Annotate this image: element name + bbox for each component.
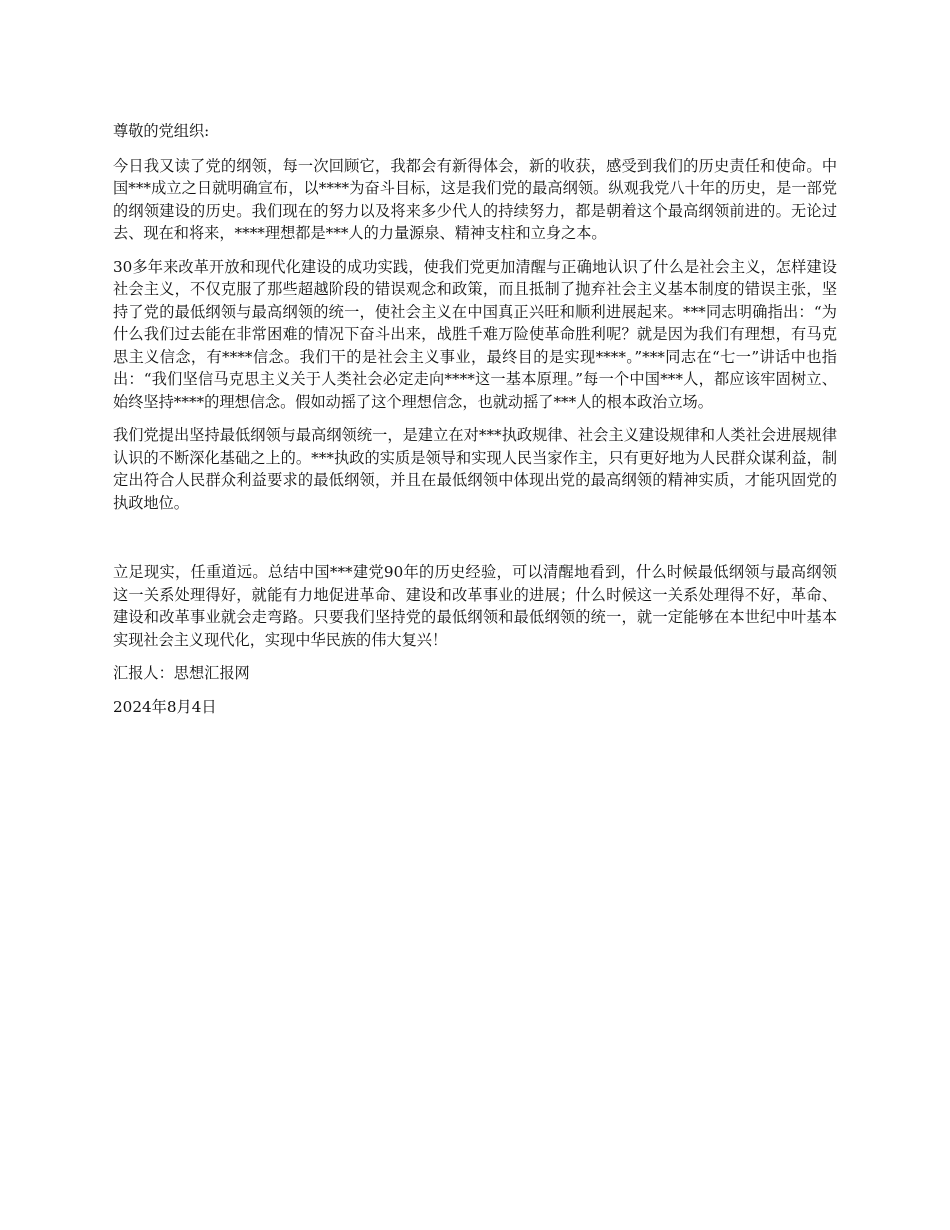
paragraph-3: 我们党提出坚持最低纲领与最高纲领统一，是建立在对***执政规律、社会主义建设规律和人类社会进展规律认识的不断深化基础之上的。***执政的实质是领导和实现人民当家作主，只有更好地为人民群众谋利益，制定出符合人民群众利益要求的最低纲领，并且在最低纲领中体现出党的最高纲领的精神实质，才能巩固党的执政地位。 bbox=[113, 426, 837, 512]
paragraph-2: 30多年来改革开放和现代化建设的成功实践，使我们党更加清醒与正确地认识了什么是社会主义，怎样建设社会主义，不仅克服了那些超越阶段的错误观念和政策，而且抵制了抛弃社会主义基本制度的错误主张，坚持了党的最低纲领与最高纲领的统一，使社会主义在中国真正兴旺和顺利进展起来。***同志明确指出：“为什么我们过去能在非常困难的情况下奋斗出来，战胜千难万险使革命胜利呢？就是因为我们有理想，有马克思主义信念，有****信念。我们干的是社会主义事业，最终目的是实现****。”***同志在“七一”讲话中也指出：“我们坚信马克思主义关于人类社会必定走向****这一基本原理。”每一个中国***人，都应该牢固树立、始终坚持****的理想信念。假如动摇了这个理想信念，也就动摇了***人的根本政治立场。 bbox=[113, 257, 837, 411]
date-line: 2024年8月4日 bbox=[113, 697, 217, 716]
blank-gap bbox=[113, 525, 837, 561]
salutation: 尊敬的党组织: bbox=[113, 122, 210, 140]
document-body bbox=[113, 120, 837, 729]
reporter-line: 汇报人：思想汇报网 bbox=[113, 664, 250, 682]
paragraph-1: 今日我又读了党的纲领，每一次回顾它，我都会有新得体会，新的收获，感受到我们的历史责任和使命。中国***成立之日就明确宣布，以****为奋斗目标，这是我们党的最高纲领。纵观我党八十年的历史，是一部党的纲领建设的历史。我们现在的努力以及将来多少代人的持续努力，都是朝着这个最高纲领前进的。无论过去、现在和将来，****理想都是***人的力量源泉、精神支柱和立身之本。 bbox=[113, 156, 837, 242]
closing-paragraph: 立足现实，任重道远。总结中国***建党90年的历史经验，可以清醒地看到，什么时候最低纲领与最高纲领这一关系处理得好，就能有力地促进革命、建设和改革事业的进展；什么时候这一关系处理得不好，革命、建设和改革事业就会走弯路。只要我们坚持党的最低纲领和最低纲领的统一，就一定能够在本世纪中叶基本实现社会主义现代化，实现中华民族的伟大复兴！ bbox=[113, 563, 837, 649]
